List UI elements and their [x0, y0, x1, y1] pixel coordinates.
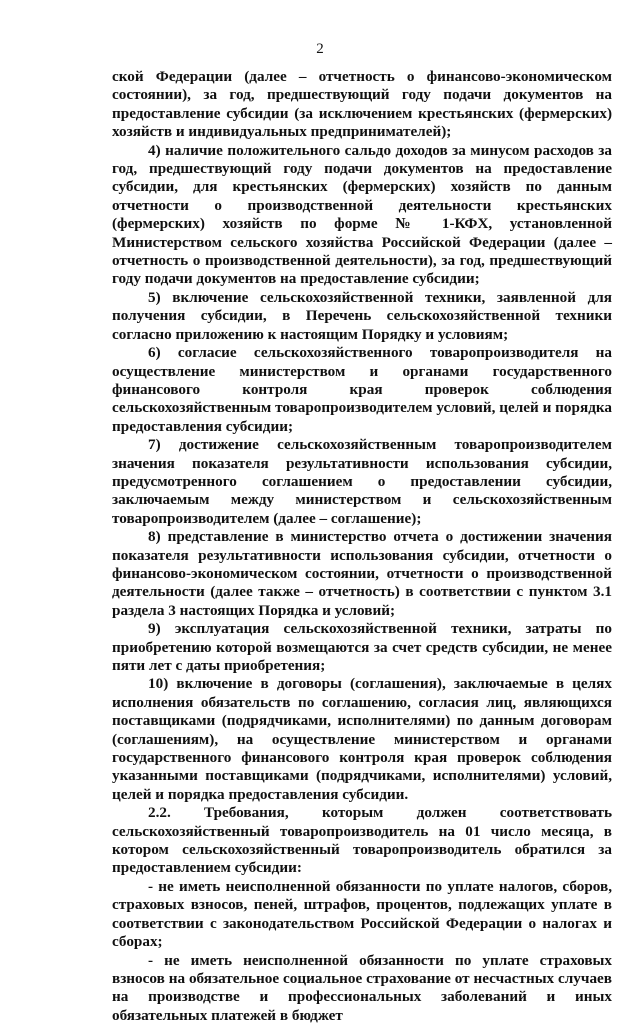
paragraph-item-7: 7) достижение сельскохозяйственным товаропроизводителем значения показателя результативности использования субсидии, предусмотренного соглашением о предоставлении субсидии, заключаемым между министерством и сельскохозяйственным товаропроизводителем (далее – соглашение);: [112, 436, 612, 528]
paragraph-item-9: 9) эксплуатация сельскохозяйственной техники, затраты по приобретению которой возмещаются за счет средств субсидии, не менее пяти лет с даты приобретения;: [112, 620, 612, 675]
paragraph-continuation: ской Федерации (далее – отчетность о финансово-экономическом состоянии), за год, предшествующий году подачи документов на предоставление субсидии (за исключением крестьянских (фермерских) хозяйств и индивидуальных предпринимателей);: [112, 68, 612, 142]
paragraph-item-8: 8) представление в министерство отчета о достижении значения показателя результативности использования субсидии, отчетности о финансово-экономическом состоянии, отчетности о производственной деятельности (далее также – отчетность) в соответствии с пунктом 3.1 раздела 3 настоящих Порядка и условий;: [112, 528, 612, 620]
paragraph-requirement-taxes: - не иметь неисполненной обязанности по уплате налогов, сборов, страховых взносов, пеней, штрафов, процентов, подлежащих уплате в соответствии с законодательством Российской Федерации о налогах и сборах;: [112, 878, 612, 952]
page-number: 2: [0, 40, 640, 58]
paragraph-item-10: 10) включение в договоры (соглашения), заключаемые в целях исполнения обязательств по соглашению, согласия лиц, являющихся поставщиками (подрядчиками, исполнителями) по данным договорам (соглашениям), на осуществление министерством и органами государственного финансового контроля края проверок соблюдения указанными поставщиками (подрядчиками, исполнителями) условий, целей и порядка предоставления субсидии.: [112, 675, 612, 804]
document-body: [112, 68, 612, 1025]
paragraph-requirement-insurance: - не иметь неисполненной обязанности по уплате страховых взносов на обязательное социальное страхование от несчастных случаев на производстве и профессиональных заболеваний и иных обязательных платежей в бюджет: [112, 952, 612, 1025]
paragraph-item-5: 5) включение сельскохозяйственной техники, заявленной для получения субсидии, в Перечень сельскохозяйственной техники согласно приложению к настоящим Порядку и условиям;: [112, 289, 612, 344]
paragraph-item-6: 6) согласие сельскохозяйственного товаропроизводителя на осуществление министерством и органами государственного финансового контроля края проверок соблюдения сельскохозяйственным товаропроизводителем условий, целей и порядка предоставления субсидии;: [112, 344, 612, 436]
paragraph-item-4: 4) наличие положительного сальдо доходов за минусом расходов за год, предшествующий году подачи документов на предоставление субсидии, для крестьянских (фермерских) хозяйств по данным отчетности о производственной деятельности крестьянских (фермерских) хозяйств по форме № 1-КФХ, установленной Министерством сельского хозяйства Российской Федерации (далее – отчетность о производственной деятельности), за год, предшествующий году подачи документов на предоставление субсидии;: [112, 142, 612, 289]
paragraph-section-2-2: 2.2. Требования, которым должен соответствовать сельскохозяйственный товаропроизводитель на 01 число месяца, в котором сельскохозяйственный товаропроизводитель обратился за предоставлением субсидии:: [112, 804, 612, 878]
